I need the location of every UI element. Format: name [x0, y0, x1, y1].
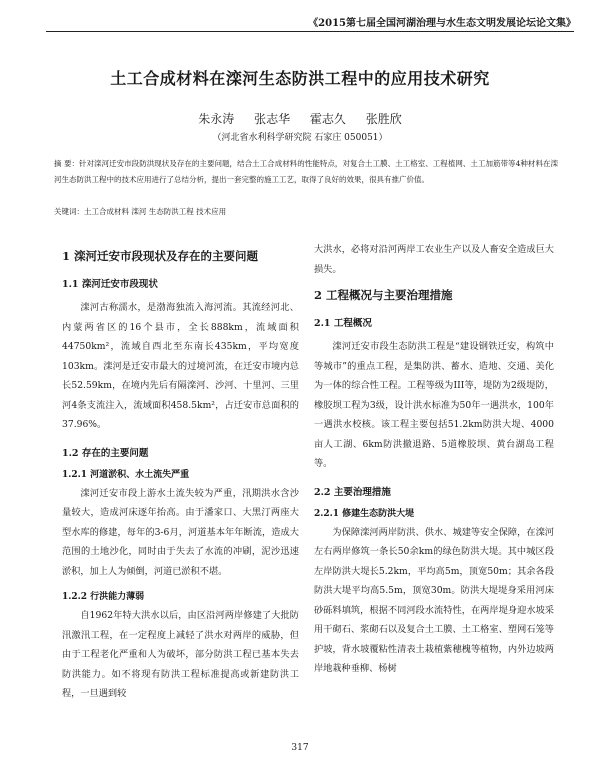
body-paragraph: 滦河迁安市段上游水土流失较为严重，汛期洪水含沙量较大，造成河床逐年抬高。由于潘家口、大黑汀两座大型水库的修建，每年的3-6月，河道基本年年断流，造成大范围的土地沙化，同时由于失去了水流的冲刷，泥沙迅速淤积，加上人为倾倒，河道已淤积不堪。 — [62, 487, 299, 577]
page-number: 317 — [291, 743, 309, 753]
body-paragraph: 滦河迁安市段生态防洪工程是“建设钢铁迁安，构筑中等城市”的重点工程，是集防洪、蓄水、造地、交通、美化为一体的综合性工程。工程等级为III等，堤防为2级堤防，橡胶坝工程为3级，设计洪水标准为50年一遇洪水，100年一遇洪水校核。该工程主要包括51.2km防洪大堤、4000亩人工湖、6km防洪撤退路、5道橡胶坝、黄台湖岛工程等。 — [314, 341, 554, 469]
header-rule — [46, 31, 574, 32]
left-column — [62, 240, 299, 704]
right-column — [314, 240, 554, 679]
subsubsection-heading: 1.2.2 行洪能力薄弱 — [62, 592, 145, 602]
section-heading: 1 滦河迁安市段现状及存在的主要问题 — [62, 249, 259, 263]
affiliation: （河北省水利科学研究院 石家庄 050051） — [212, 133, 388, 143]
body-paragraph: 自1962年特大洪水以后，由区沿河两岸修建了大批防汛激汛工程，在一定程度上减轻了洪水对两岸的威胁，但由于工程老化严重和人为破坏，部分防洪工程已基本失去防洪能力。如不将现有防洪工程标准提高或新建防洪工程，一旦遇到较 — [62, 610, 299, 699]
subsubsection-heading: 2.2.1 修建生态防洪大堤 — [314, 508, 415, 519]
subsection-heading: 1.1 滦河迁安市段现状 — [62, 279, 158, 290]
running-header: 《2015第七届全国河湖治理与水生态文明发展论坛论文集》 — [308, 18, 576, 29]
author-name: 霍志久 — [309, 112, 346, 126]
author-name: 朱永涛 — [198, 112, 235, 126]
subsection-heading: 2.1 工程概况 — [314, 318, 372, 329]
subsection-heading: 2.2 主要治理措施 — [314, 486, 391, 498]
body-paragraph: 滦河古称濡水，是渤海独流入海河流。其流经河北、内蒙两省区的16个县市，全长888km，流域面积44750km²，流域自西北至东南长435km，平均宽度103km。滦河是迁安市最大的过境河流，在迁安市境内总长52.59km，在境内先后有隔滦河、沙河、十里河、三里河4条支流注入，流域面积458.5km²，占迁安市总面积的37.96%。 — [62, 302, 299, 430]
body-paragraph: 为保障滦河两岸防洪、供水、城建等安全保障，在滦河左右两岸修筑一条长50余km的绿色防洪大堤。其中城区段左岸防洪大堤长5.2km，平均高5m，顶宽50m；其余各段防洪大堤平均高5.5m，顶宽30m。防洪大堤堤身采用河床砂砾料填筑，根据不同河段水流特性，在两岸堤身迎水坡采用干砌石、浆砌石以及复合土工膜、土工格室、塑网石笼等护坡，背水坡覆粘性清表土栽植紫穗槐等植物，内外边坡两岸地栽种垂柳、杨树 — [314, 526, 554, 674]
author-list — [0, 110, 600, 127]
keywords: 关键词：土工合成材料 滦河 生态防洪工程 技术应用 — [54, 207, 227, 216]
abstract: 摘 要：针对滦河迁安市段防洪现状及存在的主要问题，结合土工合成材料的性能特点，对复合土工膜、土工格室、工程植网、土工加筋带等4种材料在滦河生态防洪工程中的技术应用进行了总结分析，提出一套完整的施工工艺，取得了良好的效果，很具有推广价值。 — [54, 159, 558, 184]
subsection-heading: 1.2 存在的主要问题 — [62, 447, 149, 459]
section-heading: 2 工程概况与主要治理措施 — [314, 288, 453, 302]
author-name: 张志华 — [254, 112, 291, 126]
author-name: 张胜欣 — [365, 112, 402, 126]
paper-title: 土工合成材料在滦河生态防洪工程中的应用技术研究 — [110, 69, 490, 88]
subsubsection-heading: 1.2.1 河道淤积、水土流失严重 — [62, 469, 190, 480]
body-paragraph: 大洪水，必将对沿河两岸工农业生产以及人畜安全造成巨大损失。 — [314, 244, 554, 275]
